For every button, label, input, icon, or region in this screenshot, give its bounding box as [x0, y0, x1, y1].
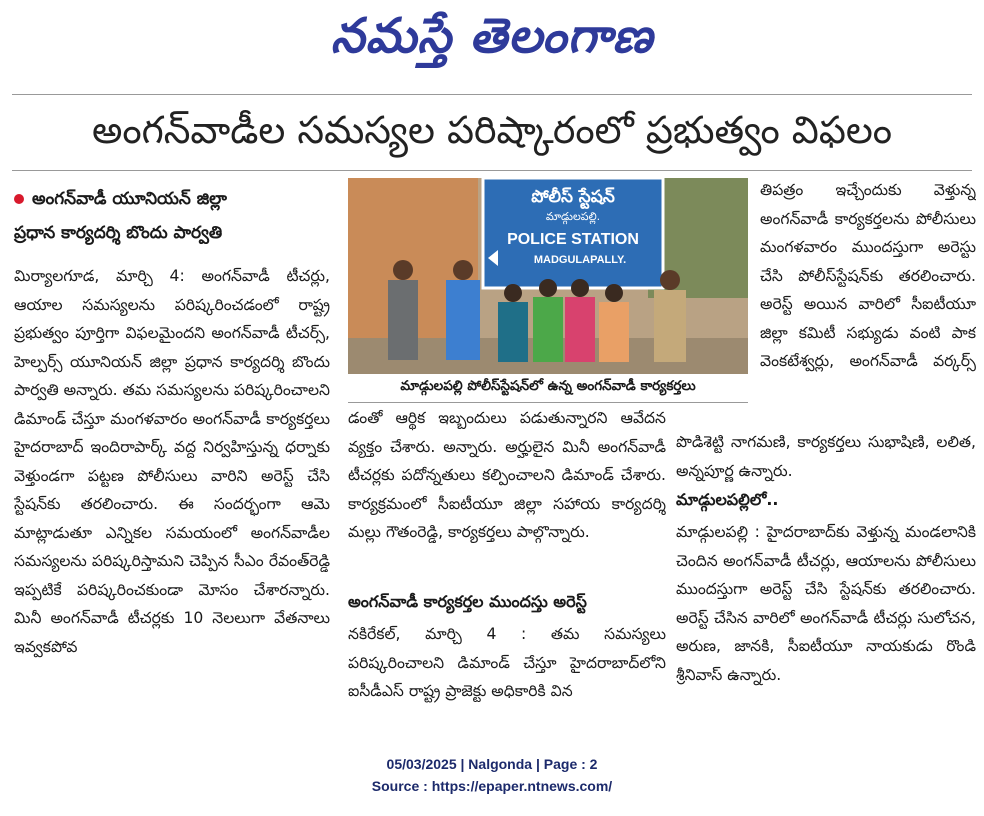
caption-rule [348, 402, 748, 403]
column-3-cont [676, 428, 976, 484]
column-2b-text: నకిరేకల్, మార్చి 4 : తమ సమస్యలు పరిష్కరించాలని డిమాండ్ చేస్తూ హైదరాబాద్‌లోని ఐసీడీఎస్ రాష్ట్ర ప్రాజెక్టు అధికారికి విన [348, 625, 666, 700]
subheading [14, 182, 334, 250]
headline: అంగన్‌వాడీల సమస్యల పరిష్కారంలో ప్రభుత్వం విఫలం [91, 108, 893, 152]
subheading-line-1: అంగన్‌వాడీ యూనియన్ జిల్లా [32, 189, 227, 209]
sign-english-place: MADGULAPALLY. [533, 254, 627, 266]
column-3-cont-text: పొడిశెట్టి నాగమణి, కార్యకర్తలు సుభాషిణి, లలిత, అన్నపూర్ణ ఉన్నారు. [676, 433, 976, 480]
subhead-madgulapally: మాడ్గులపల్లిలో.. [676, 490, 779, 509]
column-3b [676, 518, 976, 718]
photo-caption: మాడ్గులపల్లి పోలీస్‌స్టేషన్‌లో ఉన్న అంగన్‌వాడీ కార్యకర్తలు [400, 378, 696, 394]
column-3 [760, 176, 976, 376]
subhead-arrest: అంగన్‌వాడీ కార్యకర్తల ముందస్తు అరెస్ట్ [348, 592, 587, 611]
column-3b-text: మాడ్గులపల్లి : హైదరాబాద్‌కు వెళ్తున్న మండలానికి చెందిన అంగన్‌వాడీ టీచర్లు, ఆయాలను పోలీసులు ముందస్తుగా అరెస్ట్ చేసి స్టేషన్‌కు తరలించారు. అరెస్ట్ చేసిన వారిలో అంగన్‌వాడీ టీచర్లు సులోచన, అరుణ, జానకి, సీఐటీయూ నాయకుడు రొండి శ్రీనివాస్ ఉన్నారు. [676, 523, 976, 684]
masthead-rule [12, 94, 972, 95]
column-2b [348, 620, 666, 710]
news-photo [348, 178, 748, 374]
column-2-text: డంతో ఆర్థిక ఇబ్బందులు పడుతున్నారని ఆవేదన వ్యక్తం చేశారు. అన్నారు. అర్హులైన మినీ అంగన్‌వాడీ టీచర్లకు పదోన్నతులు కల్పించాలని డిమాండ్ చేశారు. కార్యక్రమంలో సీఐటీయూ జిల్లా సహాయ కార్యదర్శి మల్లు గౌతంరెడ్డి, కార్యకర్తలు పాల్గొన్నారు. [348, 409, 666, 541]
subheading-line-2: ప్రధాన కార్యదర్శి బొందు పార్వతి [14, 223, 223, 243]
sign-english: POLICE STATION [507, 231, 639, 248]
sign-telugu: పోలీస్ స్టేషన్ [531, 187, 615, 207]
sign-telugu-place: మాడ్గులపల్లి. [545, 210, 601, 223]
column-1 [14, 262, 330, 702]
footer-date-edition: 05/03/2025 | Nalgonda | Page : 2 [386, 756, 598, 772]
column-3-text: తిపత్రం ఇచ్చేందుకు వెళ్తున్న అంగన్‌వాడీ కార్యకర్తలను పోలీసులు మంగళవారం ముందస్తుగా అరెస్టు చేసి పోలీస్‌స్టేషన్‌కు తరలించారు. అరెస్ట్ అయిన వారిలో సీఐటీయూ జిల్లా కమిటీ సభ్యుడు వంటి పాక వెంకటేశ్వర్లు, అంగన్‌వాడీ వర్కర్స్ [760, 181, 976, 370]
masthead: నమస్తే తెలంగాణ [330, 8, 654, 64]
headline-rule [12, 170, 972, 171]
column-2 [348, 404, 666, 580]
footer-source: Source : https://epaper.ntnews.com/ [371, 778, 613, 794]
column-1-text: మిర్యాలగూడ, మార్చి 4: అంగన్‌వాడీ టీచర్లు, ఆయాల సమస్యలను పరిష్కరించడంలో రాష్ట్ర ప్రభుత్వం పూర్తిగా విఫలమైందని అంగన్‌వాడీ టీచర్స్, హెల్పర్స్ యూనియన్ జిల్లా ప్రధాన కార్యదర్శి బొందు పార్వతి అన్నారు. తమ సమస్యలను పరిష్కరించాలని డిమాండ్ చేస్తూ మంగళవారం అంగన్‌వాడీ కార్యకర్తలు హైదరాబాద్ ఇందిరాపార్క్ వద్ద నిర్వహిస్తున్న ధర్నాకు వెళ్తుండగా పట్టణ పోలీసులు వారిని అరెస్ట్ చేసి స్టేషన్‌కు తరలించారు. ఈ సందర్భంగా ఆమె మాట్లాడుతూ ఎన్నికల సమయంలో అంగన్‌వాడీల సమస్యలను పరిష్కరిస్తామని చెప్పిన సీఎం రేవంత్‌రెడ్డి ఇప్పటికే పరిష్కరించకుండా మోసం చేశారన్నారు. మినీ అంగన్‌వాడీ టీచర్లకు 10 నెలలుగా వేతనాలు ఇవ్వకపోవ [14, 267, 330, 656]
red-bullet-icon [14, 194, 24, 204]
